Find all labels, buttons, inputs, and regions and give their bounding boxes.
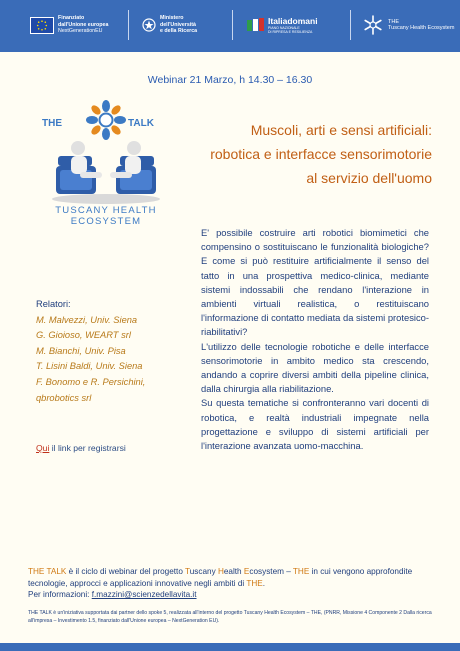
flower-emblem-icon [86, 100, 126, 140]
the-talk-logo [38, 96, 174, 232]
description [201, 226, 429, 453]
speaker-item: M. Bianchi, Univ. Pisa [36, 345, 126, 356]
footer-text: ealth [223, 567, 244, 576]
registration-link[interactable]: Qui [36, 443, 50, 453]
footer-initial: T [185, 567, 190, 576]
fine-print: THE TALK è un'iniziativa supportata dai partner dello spoke 5, realizzata all'interno del progetto Tuscany Health Ecosystem – THE, (PNRR, Missione 4 Componente 2 Dalla ricerca all'impresa – Investimento 1.5, finanziato dall'Unione europea – NextGeneration EU). [28, 610, 432, 624]
eu-flag-icon [30, 17, 54, 34]
speaker-item: F. Bonomo e R. Persichini, [36, 376, 146, 387]
footer-the: THE [292, 567, 310, 576]
footer-text: cosystem – [249, 567, 293, 576]
header-bar [0, 0, 460, 52]
the-ecosystem-logo [362, 12, 454, 38]
header-divider [232, 10, 233, 40]
the-line1: THE [388, 18, 399, 25]
title-line1: Muscoli, arti e sensi artificiali: [250, 122, 432, 138]
footer-info [28, 566, 434, 601]
italiadomani-logo [246, 12, 318, 38]
title-line3: al servizio dell'uomo [306, 170, 432, 186]
eu-line2: dall'Unione europea [58, 21, 109, 28]
speakers-heading: Relatori: [36, 299, 71, 309]
footer-text: in cui vengono approfondite tecnologie, approcci e applicazioni innovative negli ambiti di [28, 567, 413, 588]
webinar-datetime: Webinar 21 Marzo, h 14.30 – 16.30 [147, 74, 313, 86]
registration-text: il link per registrarsi [49, 443, 126, 453]
footer-initial: E [243, 567, 250, 576]
bottom-bar [0, 643, 460, 651]
speaker-item: T. Lisini Baldi, Univ. Siena [36, 361, 143, 372]
italiadomani-sub1: PIANO NAZIONALE [268, 26, 300, 30]
eu-funding-logo [30, 12, 108, 38]
eu-line3: NextGenerationEU [58, 28, 103, 35]
italiadomani-sub2: DI RIPRESA E RESILIENZA [268, 30, 313, 34]
logo-line2: ECOSYSTEM [70, 216, 142, 227]
speaker-item: G. Gioioso, WEART srl [36, 330, 131, 341]
registration-line [36, 443, 126, 453]
mur-logo [142, 12, 197, 38]
mur-line1: Ministero [160, 15, 184, 22]
footer-the-talk: THE TALK [28, 567, 67, 576]
footer-initial: H [217, 567, 224, 576]
mur-line2: dell'Università [160, 21, 196, 28]
mur-line3: e della Ricerca [160, 28, 198, 35]
info-label: Per informazioni: [28, 590, 92, 599]
footer-text: è il ciclo di webinar del progetto [66, 567, 186, 576]
description-paragraph: L'utilizzo delle tecnologie robotiche e delle interfacce sensorimotorie in ambito medico sta crescendo, andando a coprire diversi ambiti della pipeline clinica, dalla chirurgia alla riabilitazione. [201, 340, 429, 395]
italiadomani-title: Italiadomani [268, 16, 318, 26]
speaker-item: qbrobotics srl [36, 392, 92, 403]
eu-line1: Finanziato [58, 15, 85, 22]
footer-the: THE [246, 578, 263, 588]
contact-email-link[interactable]: f.mazzini@scienzedellavita.it [91, 590, 197, 599]
italian-emblem-icon [142, 17, 156, 33]
footer-text: . [262, 578, 265, 588]
speakers-list [36, 297, 196, 406]
logo-word-talk: TALK [128, 118, 154, 129]
snowflake-logo-icon [362, 14, 384, 36]
seated-figures-icon [52, 141, 160, 204]
title-line2: robotica e interfacce sensorimotorie [210, 146, 432, 162]
speaker-item: M. Malvezzi, Univ. Siena [36, 314, 138, 325]
header-divider [350, 10, 351, 40]
description-paragraph: Su questa tematiche si confronteranno vari docenti di robotica, e realtà industriali impegnate nella progettazione e sviluppo di sistemi artificiali per l'interazione avanzata uomo-macchina. [201, 397, 429, 452]
the-line2: Tuscany Health Ecosystem [388, 25, 455, 31]
footer-text: uscany [189, 567, 218, 576]
logo-word-the: THE [42, 118, 62, 129]
header-divider [128, 10, 129, 40]
logo-line1: TUSCANY HEALTH [55, 205, 157, 216]
webinar-title [182, 118, 432, 190]
description-paragraph: E' possibile costruire arti robotici biomimetici che compensino o sostituiscano le funzionalità biologiche? E come si può restituire artificialmente il senso del tatto in una prospettiva medico-clinica, mediante sistemi indossabili che rendano l'interazione in ambienti virtuali realistica, o restituiscano l'informazione di contatto mediata da sistemi protesico-riabilitativi? [201, 227, 429, 338]
italiadomani-mark-icon [246, 17, 266, 33]
